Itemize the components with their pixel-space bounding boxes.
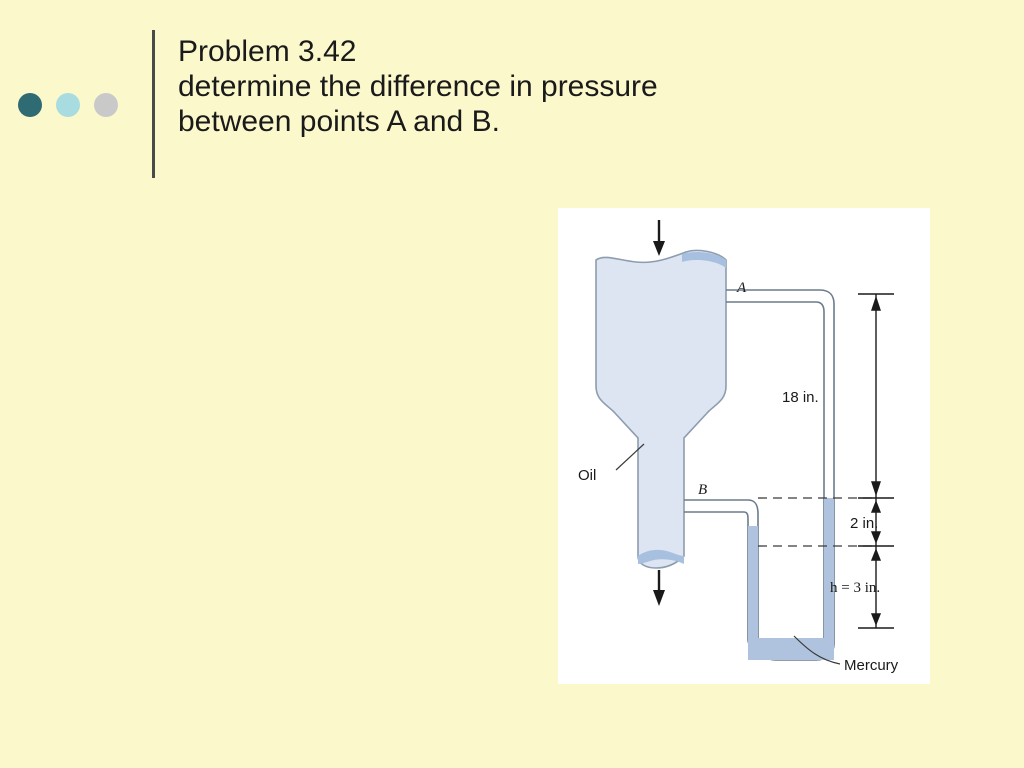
page-title bbox=[178, 34, 878, 139]
dimension-h: h = 3 in. bbox=[830, 580, 881, 596]
mercury-fluid bbox=[748, 498, 834, 660]
title-line-2: determine the difference in pressure bbox=[178, 70, 658, 103]
oil-pipe bbox=[596, 250, 726, 568]
manometer-figure bbox=[558, 208, 930, 684]
decorative-dots bbox=[18, 93, 118, 117]
label-oil: Oil bbox=[578, 467, 597, 484]
title-line-3: between points A and B. bbox=[178, 105, 500, 138]
label-point-a: A bbox=[737, 280, 747, 296]
dot-gray-icon bbox=[94, 93, 118, 117]
dimension-2in: 2 in. bbox=[850, 515, 879, 532]
dot-dark-icon bbox=[18, 93, 42, 117]
dimension-lines bbox=[858, 294, 894, 628]
label-mercury: Mercury bbox=[844, 657, 899, 674]
title-line-1: Problem 3.42 bbox=[178, 35, 357, 68]
dimension-18in: 18 in. bbox=[782, 389, 819, 406]
label-point-b: B bbox=[698, 482, 708, 498]
title-accent-bar bbox=[152, 30, 155, 178]
flow-arrow-out bbox=[653, 570, 665, 606]
flow-arrow-in bbox=[653, 220, 665, 256]
dot-light-icon bbox=[56, 93, 80, 117]
